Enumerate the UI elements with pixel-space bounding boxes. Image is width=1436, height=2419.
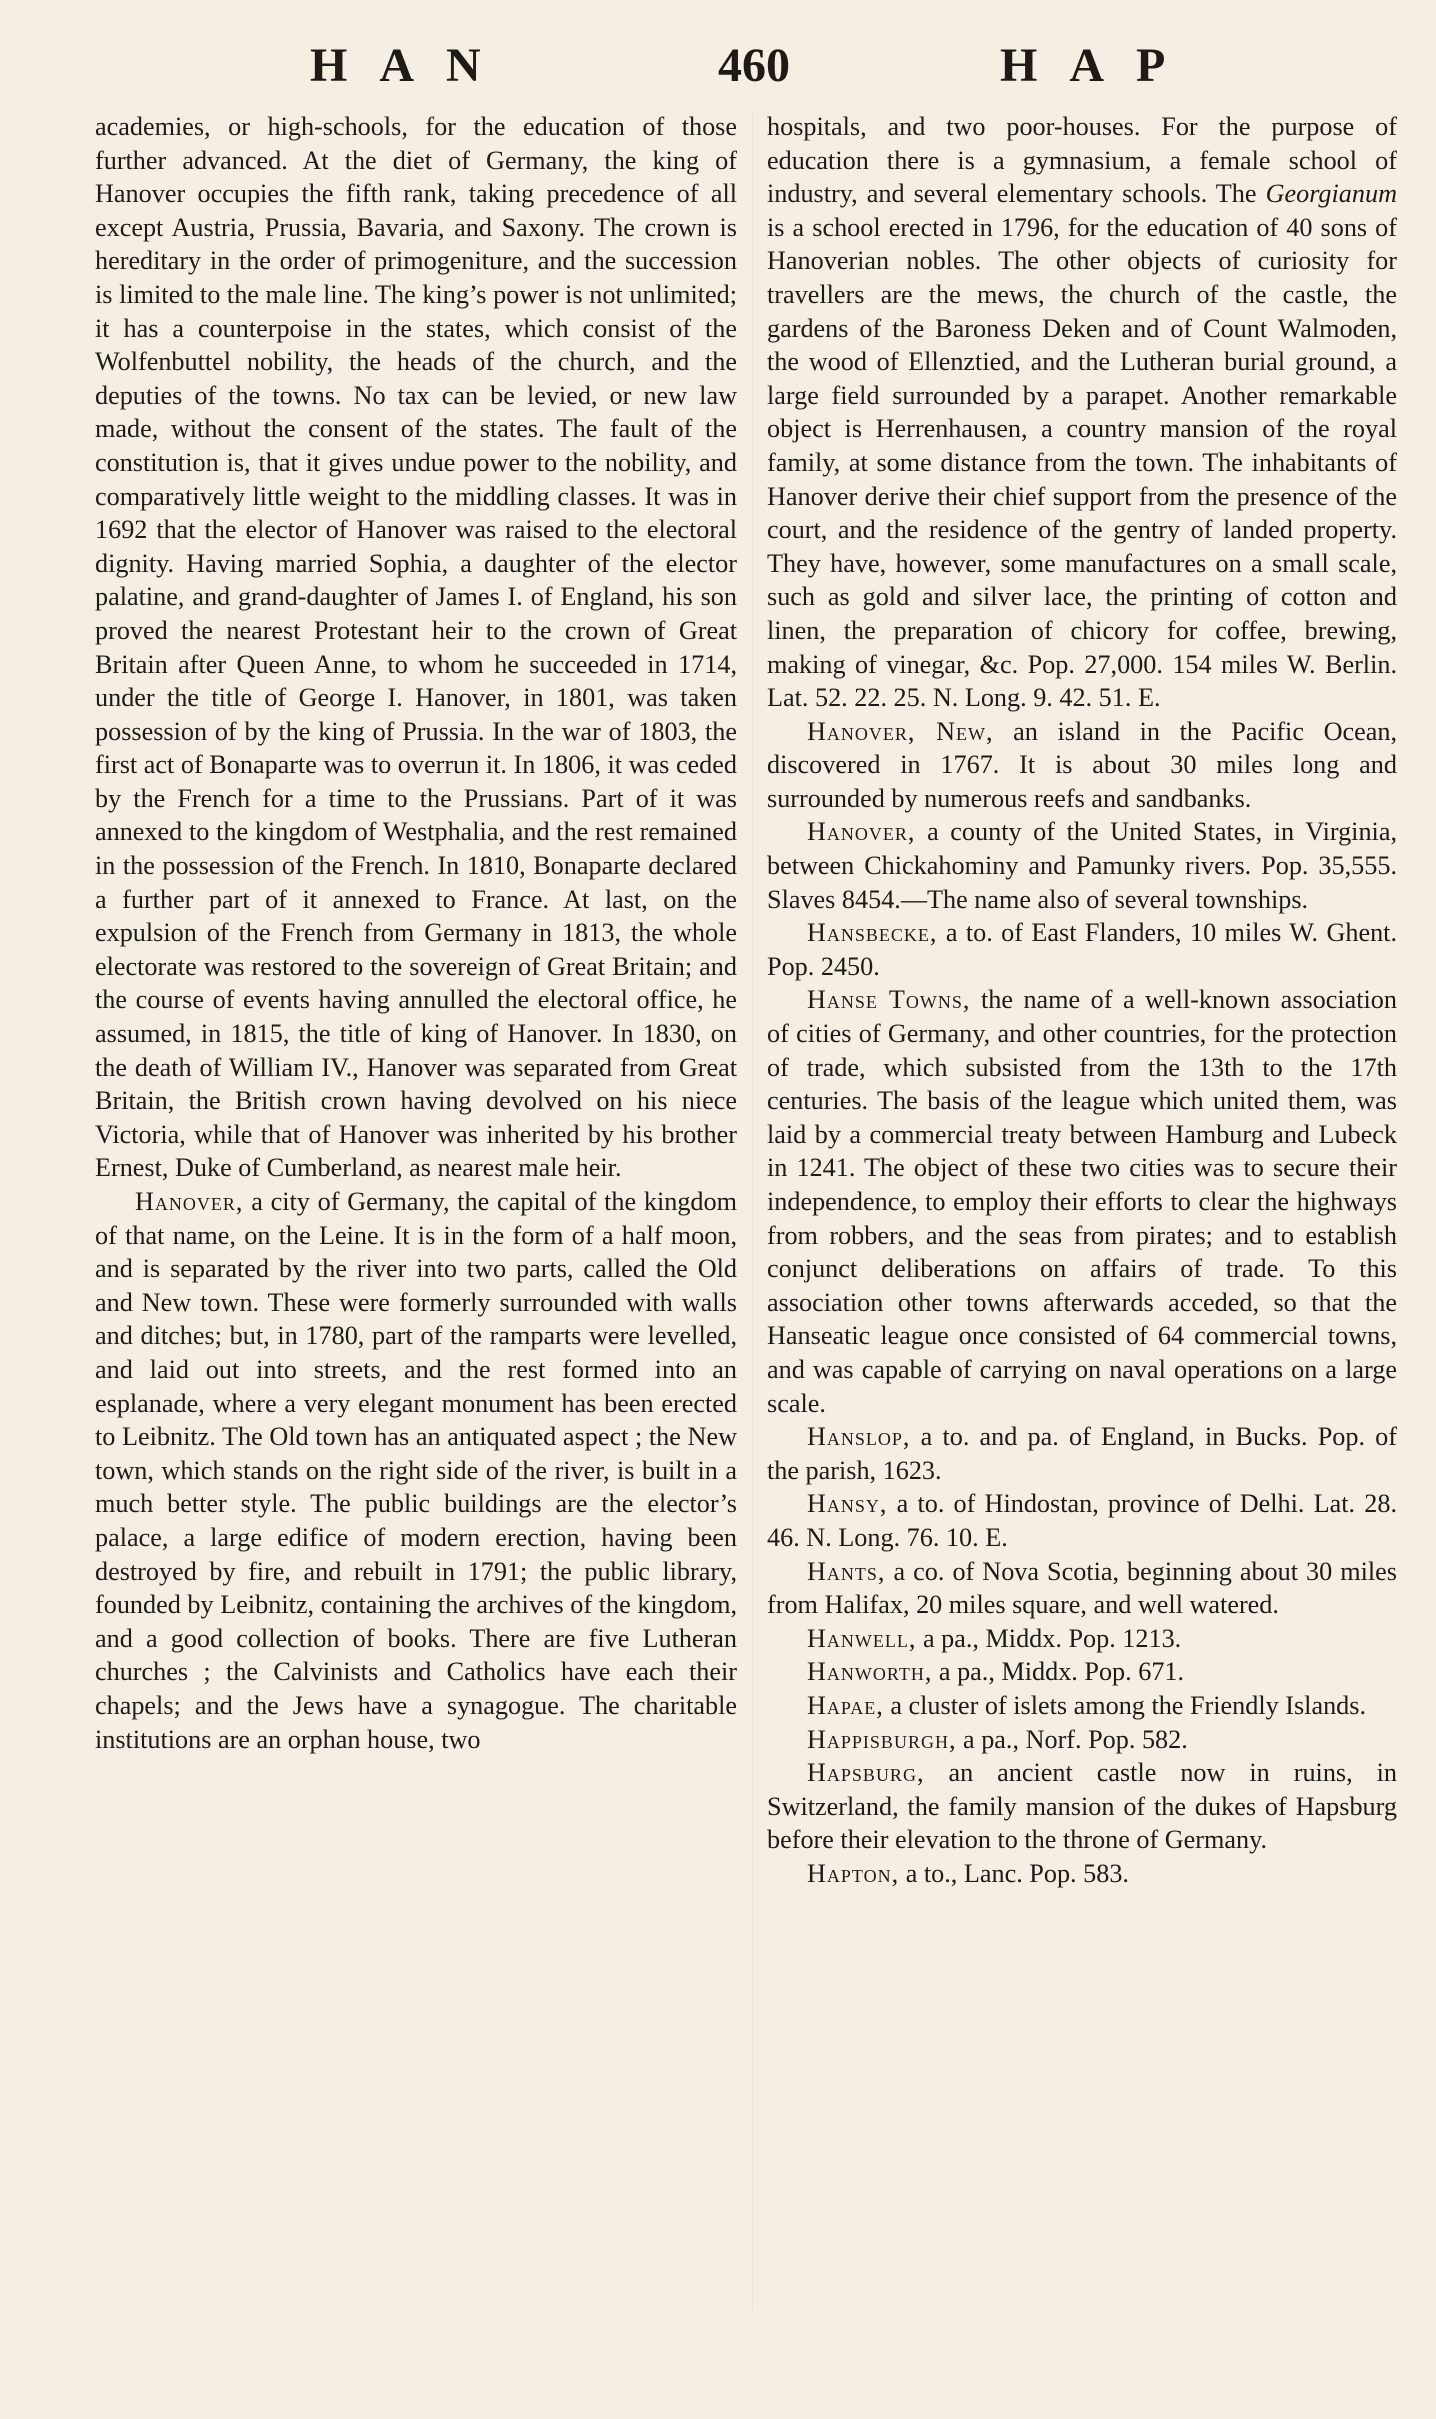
entry-headword: Hanover, New, xyxy=(807,716,994,746)
entry-text: a pa., Norf. Pop. 582. xyxy=(956,1724,1188,1754)
entry-hansy xyxy=(767,1487,1397,1554)
entry-text: a county of the United States, in Virginia, between Chickahominy and Pamunky rivers. Pop. 35,555. Slaves 8454.—The name also of several townships. xyxy=(767,817,1397,914)
entry-headword: Hapsburg, xyxy=(807,1758,925,1788)
entry-text: an ancient castle now in ruins, in Switzerland, the family mansion of the dukes of Hapsburg before their elevation to the throne of Germany. xyxy=(767,1758,1397,1855)
header-left-guideword: HAN xyxy=(310,39,513,92)
entry-headword: Hanover, xyxy=(135,1187,244,1216)
entry-text: the name of a well-known association of cities of Germany, and other countries, for the protection of trade, which subsisted from the 13th to the 17th centuries. The basis of the league which united them, was laid by a commercial treaty between Hamburg and Lubeck in 1241. The object of these two cities was to secure their independence, to employ their efforts to clear the highways from robbers, and the seas from pirates; and to establish conjunct deliberations on affairs of trade. To this association other towns afterwards acceded, so that the Hanseatic league once consisted of 64 commercial towns, and was capable of carrying on naval operations on a large scale. xyxy=(767,985,1397,1418)
entry-hanse-towns xyxy=(767,983,1397,1420)
paragraph-text: is a school erected in 1796, for the education of 40 sons of Hanoverian nobles. The other objects of curiosity for travellers are the mews, the church of the castle, the gardens of the Baroness Deken and of Count Walmoden, the wood of Ellenztied, and the Lutheran burial ground, a large field surrounded by a parapet. Another remarkable object is Herrenhausen, a country mansion of the royal family, at some distance from the town. The inhabitants of Hanover derive their chief support from the presence of the court, and the residence of the gentry of landed property. They have, however, some manufactures on a small scale, such as gold and silver lace, the printing of cotton and linen, the preparation of chicory for coffee, brewing, making of vinegar, &c. Pop. 27,000. 154 miles W. Berlin. Lat. 52. 22. 25. N. Long. 9. 42. 51. E. xyxy=(767,212,1397,713)
entry-hants xyxy=(767,1555,1397,1622)
entry-hanslop xyxy=(767,1420,1397,1487)
continued-paragraph xyxy=(767,110,1397,715)
entry-hapsburg xyxy=(767,1756,1397,1857)
entry-text: a pa., Middx. Pop. 1213. xyxy=(916,1623,1182,1653)
entry-hanover-city xyxy=(95,1185,737,1756)
entry-hansbecke xyxy=(767,916,1397,983)
entry-headword: Hanover, xyxy=(807,817,916,847)
entry-text: a to. and pa. of England, in Bucks. Pop. of the parish, 1623. xyxy=(767,1422,1397,1485)
entry-headword: Hansy, xyxy=(807,1489,888,1519)
entry-headword: Hanwell, xyxy=(807,1623,917,1653)
entry-text: a to., Lanc. Pop. 583. xyxy=(899,1858,1129,1888)
right-column xyxy=(767,110,1397,1890)
entry-text: a co. of Nova Scotia, beginning about 30 miles from Halifax, 20 miles square, and well watered. xyxy=(767,1556,1397,1620)
left-column xyxy=(95,110,737,1756)
entry-text: a to. of East Flanders, 10 miles W. Ghent. Pop. 2450. xyxy=(767,918,1397,981)
entry-happisburgh xyxy=(767,1723,1397,1757)
entry-hanover-county xyxy=(767,815,1397,916)
entry-headword: Hapton, xyxy=(807,1858,900,1888)
continued-paragraph: academies, or high-schools, for the education of those further advanced. At the diet of Germany, the king of Hanover occupies the fifth rank, taking precedence of all except Austria, Prussia, Bavaria, and Saxony. The crown is hereditary in the order of primogeniture, and the succession is limited to the male line. The king’s power is not unlimited; it has a counterpoise in the states, which consist of the Wolfenbuttel nobility, the heads of the church, and the deputies of the towns. No tax can be levied, or new law made, without the consent of the states. The fault of the constitution is, that it gives undue power to the nobility, and comparatively little weight to the middling classes. It was in 1692 that the elector of Hanover was raised to the electoral dignity. Having married Sophia, a daughter of the elector palatine, and grand-daughter of James I. of England, his son proved the nearest Protestant heir to the crown of Great Britain after Queen Anne, to whom he succeeded in 1714, under the title of George I. Hanover, in 1801, was taken possession of by the king of Prussia. In the war of 1803, the first act of Bonaparte was to overrun it. In 1806, it was ceded by the French for a time to the Prussians. Part of it was annexed to the kingdom of Westphalia, and the rest remained in the possession of the French. In 1810, Bonaparte declared a further part of it annexed to France. At last, on the expulsion of the French from Germany in 1813, the whole electorate was restored to the sovereign of Great Britain; and the course of events having annulled the electoral office, he assumed, in 1815, the title of king of Hanover. In 1830, on the death of William IV., Hanover was separated from Great Britain, the British crown having devolved on his niece Victoria, while that of Hanover was inherited by his brother Ernest, Duke of Cumberland, as nearest male heir. xyxy=(95,112,737,1183)
entry-hapton xyxy=(767,1857,1397,1891)
entry-headword: Hanslop, xyxy=(807,1422,911,1452)
entry-headword: Hapae, xyxy=(807,1690,884,1720)
italic-term: Georgianum xyxy=(1265,179,1397,209)
running-header xyxy=(0,38,1436,98)
entry-text: a city of Germany, the capital of the kingdom of that name, on the Leine. It is in the form of a half moon, and is separated by the river into two parts, called the Old and New town. These were formerly surrounded with walls and ditches; but, in 1780, part of the ramparts were levelled, and laid out into streets, and the rest formed into an esplanade, where a very elegant monument has been erected to Leibnitz. The Old town has an antiquated aspect ; the New town, which stands on the right side of the river, is built in a much better style. The public buildings are the elector’s palace, a large edifice of modern erection, having been destroyed by fire, and rebuilt in 1791; the public library, founded by Leibnitz, containing the archives of the kingdom, and a good collection of books. There are five Lutheran churches ; the Calvinists and Catholics have each their chapels; and the Jews have a synagogue. The charitable institutions are an orphan house, two xyxy=(95,1187,737,1754)
entry-text: a to. of Hindostan, province of Delhi. Lat. 28. 46. N. Long. 76. 10. E. xyxy=(767,1489,1397,1552)
entry-text: a pa., Middx. Pop. 671. xyxy=(932,1657,1185,1687)
entry-hanworth xyxy=(767,1655,1397,1689)
header-right-guideword: HAP xyxy=(1000,39,1198,92)
entry-hanwell xyxy=(767,1622,1397,1656)
entry-headword: Hanworth, xyxy=(807,1657,933,1687)
gutter-shadow xyxy=(752,110,753,2310)
entry-headword: Happisburgh, xyxy=(807,1724,957,1754)
page-number: 460 xyxy=(718,39,790,92)
entry-hanover-new xyxy=(767,715,1397,816)
entry-headword: Hansbecke, xyxy=(807,918,938,948)
entry-headword: Hants, xyxy=(807,1556,886,1586)
entry-text: an island in the Pacific Ocean, discovered in 1767. It is about 30 miles long and surrounded by numerous reefs and sandbanks. xyxy=(767,716,1398,813)
entry-hapae xyxy=(767,1689,1397,1723)
entry-text: a cluster of islets among the Friendly Islands. xyxy=(883,1690,1367,1720)
entry-headword: Hanse Towns, xyxy=(807,985,971,1015)
paragraph-text: hospitals, and two poor-houses. For the purpose of education there is a gymnasium, a female school of industry, and several elementary schools. The xyxy=(767,112,1397,209)
